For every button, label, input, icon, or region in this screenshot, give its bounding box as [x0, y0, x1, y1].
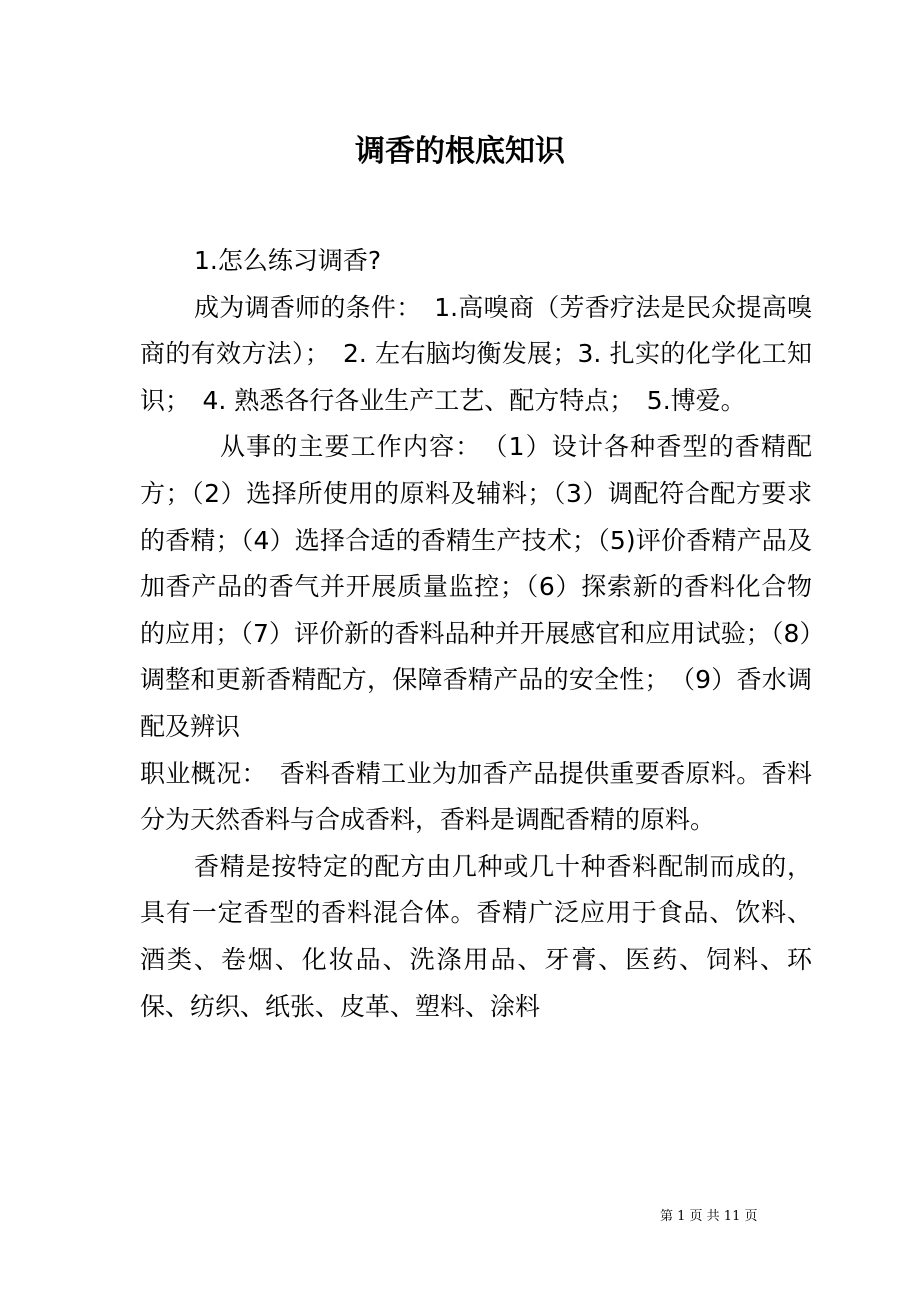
- page-footer: 第 1 页 共 11 页: [660, 1209, 758, 1224]
- paragraph-work-content: 从事的主要工作内容： （1）设计各种香型的香精配方；（2）选择所使用的原料及辅料；（3）调配符合配方要求的香精；（4）选择合适的香精生产技术；（5)评价香精产品及加香产品的香气并开展质量监控；（6）探索新的香料化合物的应用；（7）评价新的香料品种并开展感官和应用试验；（8）调整和更新香精配方，保障香精产品的安全性； （9）香水调配及辨识: [140, 432, 812, 741]
- paragraph-requirements: 成为调香师的条件： 1.高嗅商（芳香疗法是民众提高嗅商的有效方法）； 2. 左右脑均衡发展；3. 扎实的化学化工知识； 4. 熟悉各行各业生产工艺、配方特点； 5.博爱。: [140, 292, 812, 415]
- paragraph-career-overview: 职业概况： 香料香精工业为加香产品提供重要香原料。香料分为天然香料与合成香料，香料是调配香精的原料。: [140, 758, 812, 835]
- document-title: 调香的根底知识: [355, 134, 565, 169]
- document-body: [140, 238, 812, 1030]
- paragraph-fragrance-definition: 香精是按特定的配方由几种或几十种香料配制而成的，具有一定香型的香料混合体。香精广泛应用于食品、饮料、酒类、卷烟、化妆品、洗涤用品、牙膏、医药、饲料、环保、纺织、纸张、皮革、塑料、涂料: [140, 851, 812, 1021]
- paragraph-question: 1.怎么练习调香?: [194, 246, 382, 275]
